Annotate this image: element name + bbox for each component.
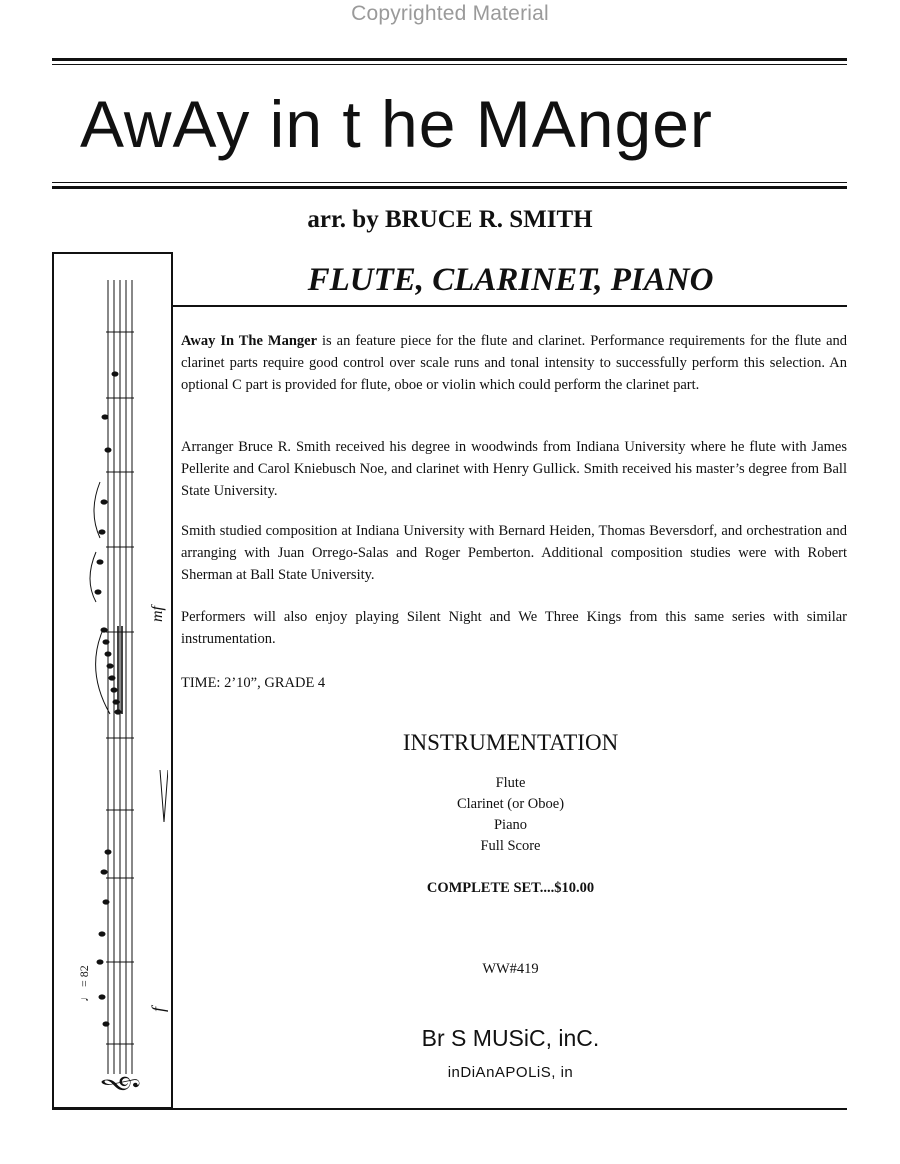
- note-head: [105, 447, 112, 452]
- note-head: [105, 651, 112, 656]
- crescendo: [160, 770, 168, 822]
- arranger-credit: arr. by BRUCE R. SMITH: [307, 206, 593, 233]
- instrumentation-list: [174, 773, 847, 857]
- watermark: Copyrighted Material: [351, 2, 549, 25]
- instrument-heading: FLUTE, CLARINET, PIANO: [307, 262, 714, 298]
- description-text: is an feature piece for the flute and clarinet. Performance requirements for the flute and clarinet parts require good control over scale runs and tonal intensity to successfully perform this selection. An optional C part is provided for flute, oboe or violin which could perform the clarinet part.: [181, 333, 848, 393]
- note-head: [97, 559, 104, 564]
- arranger-bio-paragraph: Arranger Bruce R. Smith received his degree in woodwinds from Indiana University where he flute with James Pellerite and Carol Kniebusch Noe, and clarinet with Henry Gullick. Smith received his master’s degree from Ball State University.: [181, 439, 847, 499]
- top-rule-thick: [52, 58, 847, 61]
- title-rule-thick: [52, 186, 847, 189]
- note-head: [99, 931, 106, 936]
- treble-clef-icon: 𝄞: [100, 1075, 138, 1094]
- list-item: Full Score: [480, 838, 541, 854]
- note-head: [97, 959, 104, 964]
- title-rule-thin: [52, 182, 847, 183]
- note-head: [112, 371, 119, 376]
- list-item: Piano: [493, 817, 528, 833]
- slur: [90, 552, 96, 602]
- note-head: [105, 849, 112, 854]
- note-head: [103, 1021, 110, 1026]
- publisher-name: Br S MUSiC, inC.: [421, 1025, 600, 1051]
- list-item: Clarinet (or Oboe): [456, 796, 565, 812]
- note-head: [101, 499, 108, 504]
- dynamic-mf: mf: [149, 606, 166, 622]
- list-item: Flute: [495, 775, 526, 791]
- note-head: [103, 639, 110, 644]
- note-head: [107, 663, 114, 668]
- piece-title-inline: Away In The Manger: [181, 333, 318, 349]
- top-rule-thin: [52, 64, 847, 65]
- music-staff-excerpt: [60, 262, 168, 1102]
- note-head: [111, 687, 118, 692]
- catalog-number: WW#419: [482, 961, 539, 977]
- tempo-marking: ♩ = 82: [77, 965, 91, 1002]
- bottom-rule: [52, 1108, 847, 1110]
- description-paragraph: [181, 330, 847, 396]
- note-head: [109, 675, 116, 680]
- note-head: [102, 414, 109, 419]
- slur: [94, 482, 100, 538]
- heading-underline: [173, 305, 847, 307]
- page-title: AwAy in t he MAnger: [80, 87, 713, 161]
- column-divider: [171, 252, 173, 1109]
- instrumentation-title: INSTRUMENTATION: [402, 730, 619, 755]
- complete-set-price: COMPLETE SET....$10.00: [426, 880, 595, 896]
- dynamic-forte: f: [148, 1006, 168, 1012]
- note-head: [99, 994, 106, 999]
- note-head: [95, 589, 102, 594]
- note-head: [99, 529, 106, 534]
- time-grade: TIME: 2’10”, GRADE 4: [181, 675, 326, 691]
- note-head: [103, 899, 110, 904]
- note-head: [101, 869, 108, 874]
- composition-study-paragraph: Smith studied composition at Indiana University with Bernard Heiden, Thomas Beversdorf, and orchestration and arranging with Juan Orrego-Salas and Roger Pemberton. Additional composition studies were with Robert Sherman at Ball State University.: [181, 523, 847, 583]
- publisher-city: inDiAnAPOLiS, in: [447, 1064, 574, 1081]
- related-titles-paragraph: Performers will also enjoy playing Silent Night and We Three Kings from this same series with similar instrumentation.: [181, 609, 847, 647]
